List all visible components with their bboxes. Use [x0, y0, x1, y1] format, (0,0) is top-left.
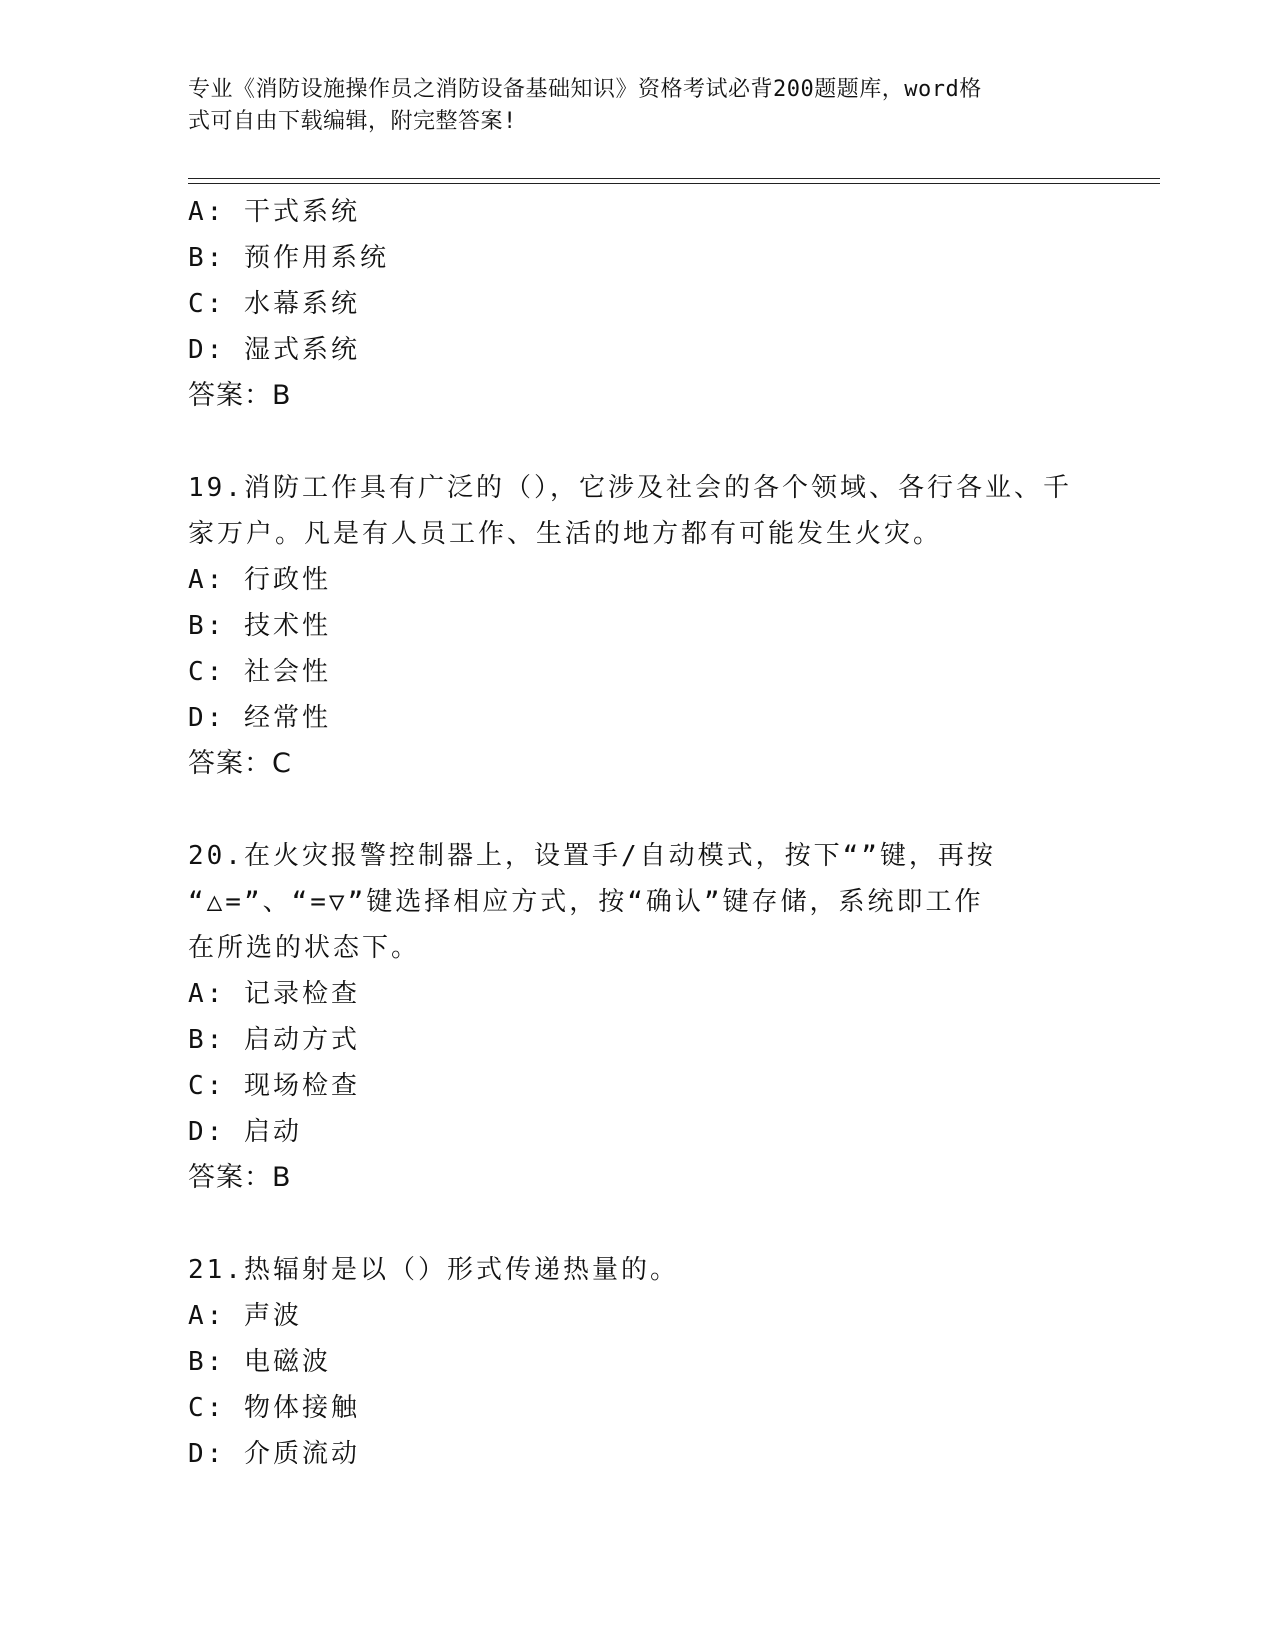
question-19-block: [188, 465, 1088, 787]
question-19-option-c: C: 社会性: [188, 657, 331, 687]
question-20-stem-line-3: 在所选的状态下。: [188, 933, 421, 963]
question-19-stem-line-2: 家万户。凡是有人员工作、生活的地方都有可能发生火灾。: [188, 519, 943, 549]
question-18-option-c: C: 水幕系统: [188, 289, 360, 319]
question-20-stem-line-1: 20.在火灾报警控制器上，设置手/自动模式，按下“”键，再按: [188, 841, 996, 871]
question-18-answer: 答案：B: [188, 380, 292, 411]
question-20-option-d: D: 启动: [188, 1117, 302, 1147]
spacer: [188, 787, 1088, 833]
question-21-option-a: A: 声波: [188, 1301, 302, 1331]
question-21-block: [188, 1247, 1088, 1477]
question-21-option-c: C: 物体接触: [188, 1393, 360, 1423]
question-19-stem-line-1: 19.消防工作具有广泛的（），它涉及社会的各个领域、各行各业、千: [188, 473, 1072, 503]
question-18-option-a: A: 干式系统: [188, 197, 360, 227]
question-21-stem-line-1: 21.热辐射是以（）形式传递热量的。: [188, 1255, 679, 1285]
header-intro-line-2: 式可自由下载编辑，附完整答案!: [188, 109, 517, 134]
question-19-option-a: A: 行政性: [188, 565, 331, 595]
question-19-answer: 答案：C: [188, 748, 292, 779]
spacer: [188, 419, 1088, 465]
document-header: [188, 74, 1068, 138]
question-20-option-a: A: 记录检查: [188, 979, 360, 1009]
question-18-option-d: D: 湿式系统: [188, 335, 360, 365]
question-20-block: [188, 833, 1088, 1201]
header-divider-bottom: [188, 183, 1160, 184]
header-intro-line-1: 专业《消防设施操作员之消防设备基础知识》资格考试必背200题题库，word格: [188, 77, 982, 102]
question-19-option-b: B: 技术性: [188, 611, 331, 641]
header-divider-top: [188, 178, 1160, 179]
spacer: [188, 1201, 1088, 1247]
question-21-option-b: B: 电磁波: [188, 1347, 331, 1377]
question-21-option-d: D: 介质流动: [188, 1439, 360, 1469]
question-20-option-b: B: 启动方式: [188, 1025, 360, 1055]
question-18-option-b: B: 预作用系统: [188, 243, 389, 273]
question-19-option-d: D: 经常性: [188, 703, 331, 733]
question-20-stem-line-2: “△=”、“=▽”键选择相应方式，按“确认”键存储，系统即工作: [188, 887, 984, 917]
question-20-option-c: C: 现场检查: [188, 1071, 360, 1101]
question-list: [188, 189, 1088, 1477]
question-20-answer: 答案：B: [188, 1162, 292, 1193]
question-18-block: [188, 189, 1088, 419]
